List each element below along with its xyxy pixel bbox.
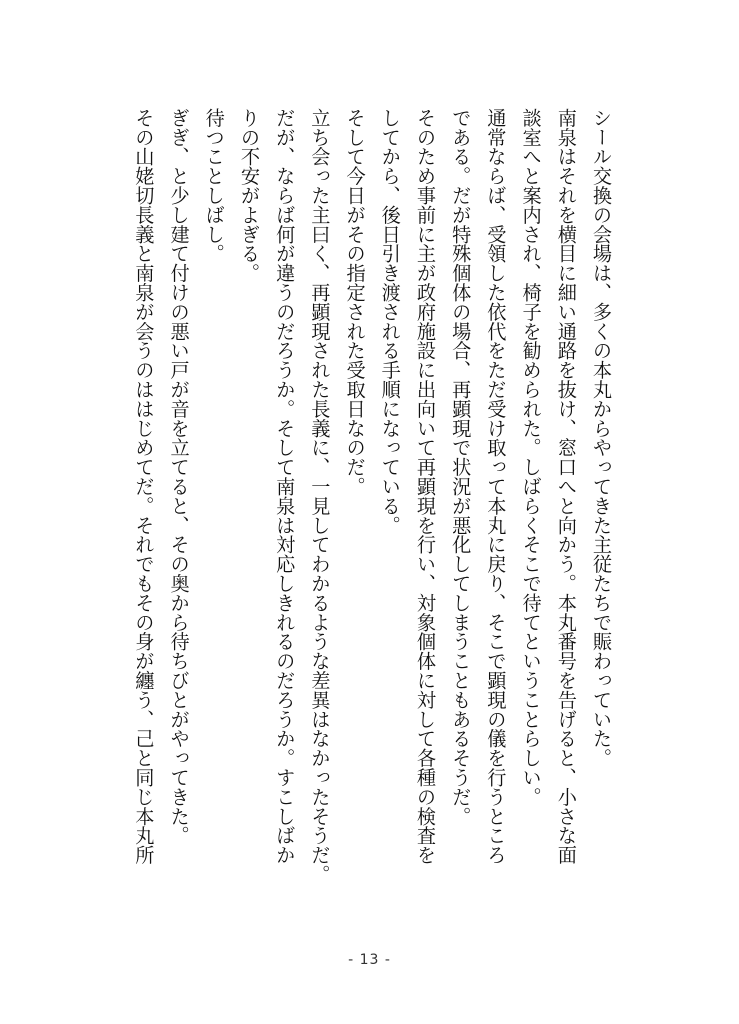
text-line: シール交換の会場は、多くの本丸からやってきた主従たちで賑わっていた。 <box>590 108 613 768</box>
text-line: りの不安がよぎる。 <box>237 108 261 283</box>
vertical-body-text <box>126 108 619 926</box>
text-line: 通常ならば、受領した依代をただ受け取って本丸に戻り、そこで顕現の儀を行うところ <box>484 108 508 865</box>
text-line: だが、ならば何が違うのだろうか。そして南泉は対応しきれるのだろうか。すこしばか <box>273 108 297 865</box>
text-line: 談室へと案内され、椅子を勧められた。しばらくそこで待てということらしい。 <box>519 108 543 807</box>
text-line: である。だが特殊個体の場合、再顕現で状況が悪化してしまうこともあるそうだ。 <box>449 108 473 826</box>
text-line: 南泉はそれを横目に細い通路を抜け、窓口へと向かう。本丸番号を告げると、小さな面 <box>554 108 578 865</box>
text-line: 立ち会った主曰く、再顕現された長義に、一見してわかるような差異はなかったそうだ。 <box>308 108 332 884</box>
text-line: そのため事前に主が政府施設に出向いて再顕現を行い、対象個体に対して各種の検査を <box>413 108 437 865</box>
text-line: その山姥切長義と南泉が会うのははじめてだ。それでもその身が纏う、己と同じ本丸所 <box>132 108 156 865</box>
text-line: 待つことしばし。 <box>202 108 226 264</box>
text-line: してから、後日引き渡される手順になっている。 <box>378 108 402 535</box>
page-number: - 13 - <box>348 952 391 968</box>
text-line: そして今日がその指定された受取日なのだ。 <box>343 108 367 496</box>
text-line: ぎぎ、と少し建て付けの悪い戸が音を立てると、その奥から待ちびとがやってきた。 <box>167 108 191 846</box>
